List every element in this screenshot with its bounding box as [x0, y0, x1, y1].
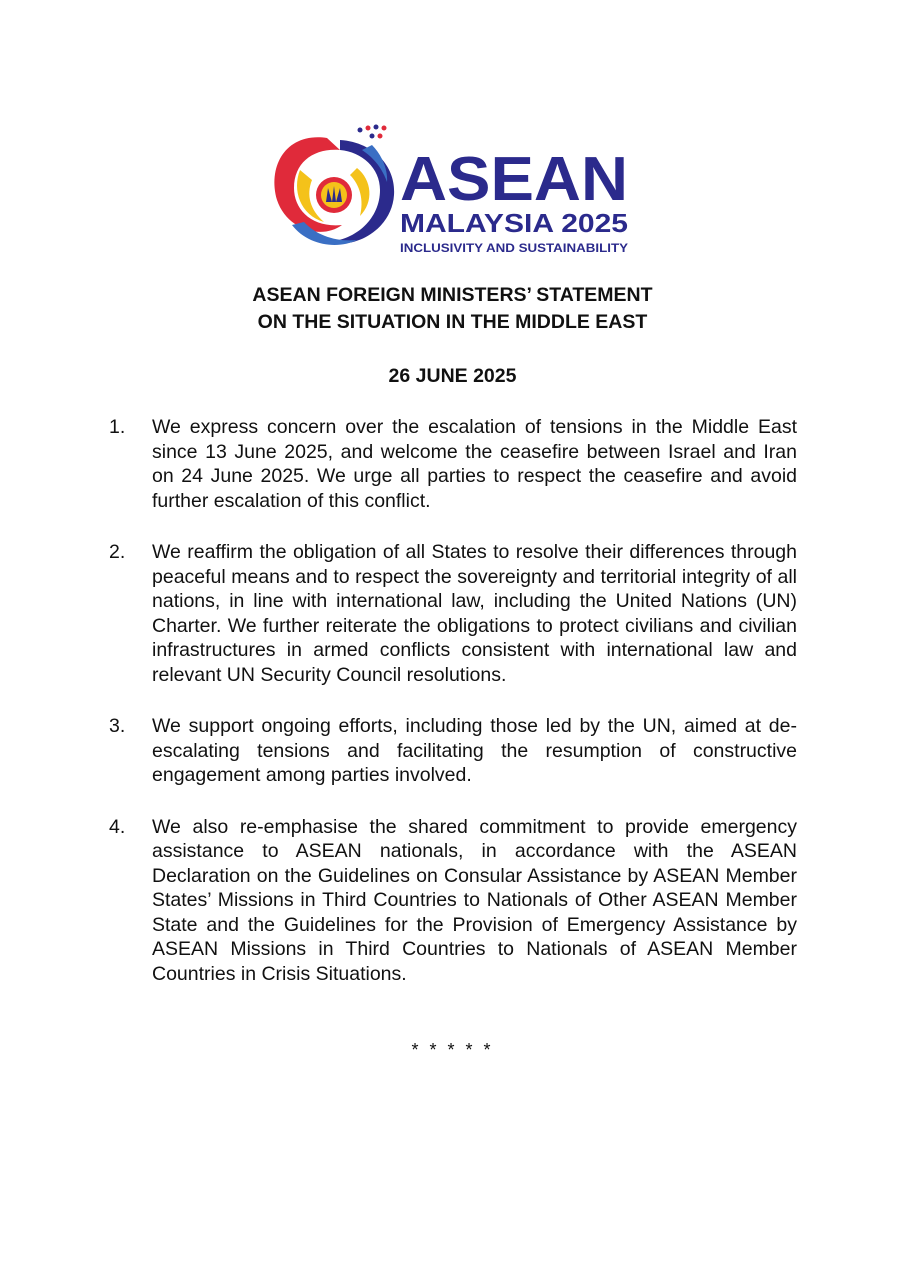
statement-date: 26 JUNE 2025: [388, 365, 517, 387]
title-line-1: ASEAN FOREIGN MINISTERS’ STATEMENT: [252, 284, 653, 306]
paragraph-number: 2.: [109, 541, 126, 563]
logo-edition: MALAYSIA 2025: [400, 208, 628, 238]
statement-title: [0, 282, 905, 336]
logo-wordmark: ASEAN: [400, 145, 628, 214]
statement-paragraphs: [109, 415, 797, 1013]
asean-malaysia-2025-logo: [232, 110, 662, 270]
paragraph-text: We express concern over the escalation of tensions in the Middle East since 13 June 2025, and welcome the ceasefire between Israel and Iran on 24 June 2025. We urge all parties to respect the ceasefire and avoid further escalation of this conflict.: [152, 416, 797, 512]
paragraph-item: [109, 540, 797, 687]
swirl-emblem-icon: [274, 125, 394, 246]
end-of-document-mark: * * * * *: [411, 1040, 494, 1060]
logo-tagline: INCLUSIVITY AND SUSTAINABILITY: [400, 241, 628, 255]
paragraph-text: We reaffirm the obligation of all States to resolve their differences through peaceful means and to respect the sovereignty and territorial integrity of all nations, in line with international law, including the United Nations (UN) Charter. We further reiterate the obligations to protect civilians and civilian infrastructures in armed conflicts consistent with international law and relevant UN Security Council resolutions.: [152, 541, 797, 686]
paragraph-item: [109, 415, 797, 513]
paragraph-text: We also re-emphasise the shared commitment to provide emergency assistance to ASEAN nationals, in accordance with the ASEAN Declaration on the Guidelines on Consular Assistance by ASEAN Member States’ Missions in Third Countries to Nationals of Other ASEAN Member State and the Guidelines for the Provision of Emergency Assistance by ASEAN Missions in Third Countries to Nationals of ASEAN Member Countries in Crisis Situations.: [152, 815, 797, 985]
paragraph-number: 1.: [109, 416, 126, 438]
paragraph-item: [109, 714, 797, 788]
title-line-2: ON THE SITUATION IN THE MIDDLE EAST: [257, 311, 648, 333]
paragraph-text: We support ongoing efforts, including those led by the UN, aimed at de-escalating tensions and facilitating the resumption of constructive engagement among parties involved.: [152, 715, 797, 786]
paragraph-item: [109, 815, 797, 987]
paragraph-number: 3.: [109, 715, 126, 737]
paragraph-number: 4.: [109, 815, 126, 838]
